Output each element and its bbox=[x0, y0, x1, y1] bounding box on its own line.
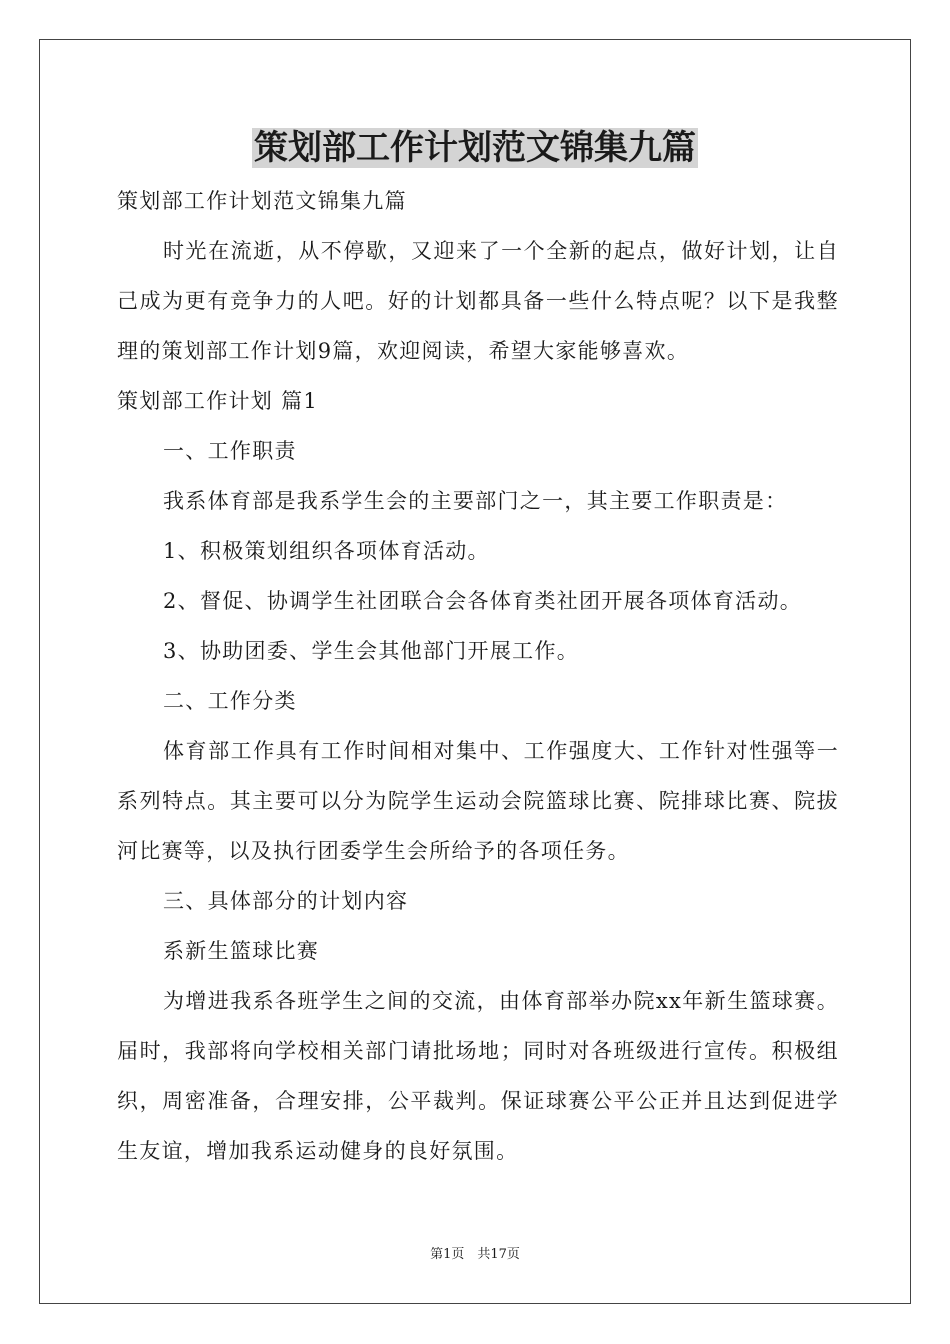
page-number: 第1页 共17页 bbox=[430, 1247, 520, 1262]
section-heading: 策划部工作计划 篇1 bbox=[117, 389, 319, 413]
list-item: 2、督促、协调学生社团联合会各体育类社团开展各项体育活动。 bbox=[163, 589, 803, 613]
list-item: 3、协助团委、学生会其他部门开展工作。 bbox=[163, 639, 580, 663]
paragraph: 为增进我系各班学生之间的交流，由体育部举办院xx年新生篮球赛。届时，我部将向学校相关部门请批场地；同时对各班级进行宣传。积极组织，周密准备，合理安排，公平裁判。保证球赛公平公正并且达到促进学生友谊，增加我系运动健身的良好氛围。 bbox=[117, 989, 839, 1163]
page-footer bbox=[0, 1245, 950, 1265]
subheading: 二、工作分类 bbox=[163, 689, 297, 713]
document-body bbox=[117, 176, 839, 1176]
document-title-text: 策划部工作计划范文锦集九篇 bbox=[254, 128, 696, 168]
list-item: 1、积极策划组织各项体育活动。 bbox=[163, 539, 490, 563]
paragraph: 策划部工作计划范文锦集九篇 bbox=[117, 189, 407, 213]
subheading: 一、工作职责 bbox=[163, 439, 297, 463]
document-title bbox=[0, 126, 950, 170]
subheading: 三、具体部分的计划内容 bbox=[163, 889, 409, 913]
paragraph: 时光在流逝，从不停歇，又迎来了一个全新的起点，做好计划，让自己成为更有竞争力的人吧。好的计划都具备一些什么特点呢？以下是我整理的策划部工作计划9篇，欢迎阅读，希望大家能够喜欢。 bbox=[117, 239, 839, 363]
paragraph: 我系体育部是我系学生会的主要部门之一，其主要工作职责是： bbox=[163, 489, 788, 513]
subheading: 系新生篮球比赛 bbox=[163, 939, 320, 963]
paragraph: 体育部工作具有工作时间相对集中、工作强度大、工作针对性强等一系列特点。其主要可以分为院学生运动会院篮球比赛、院排球比赛、院拔河比赛等，以及执行团委学生会所给予的各项任务。 bbox=[117, 739, 839, 863]
